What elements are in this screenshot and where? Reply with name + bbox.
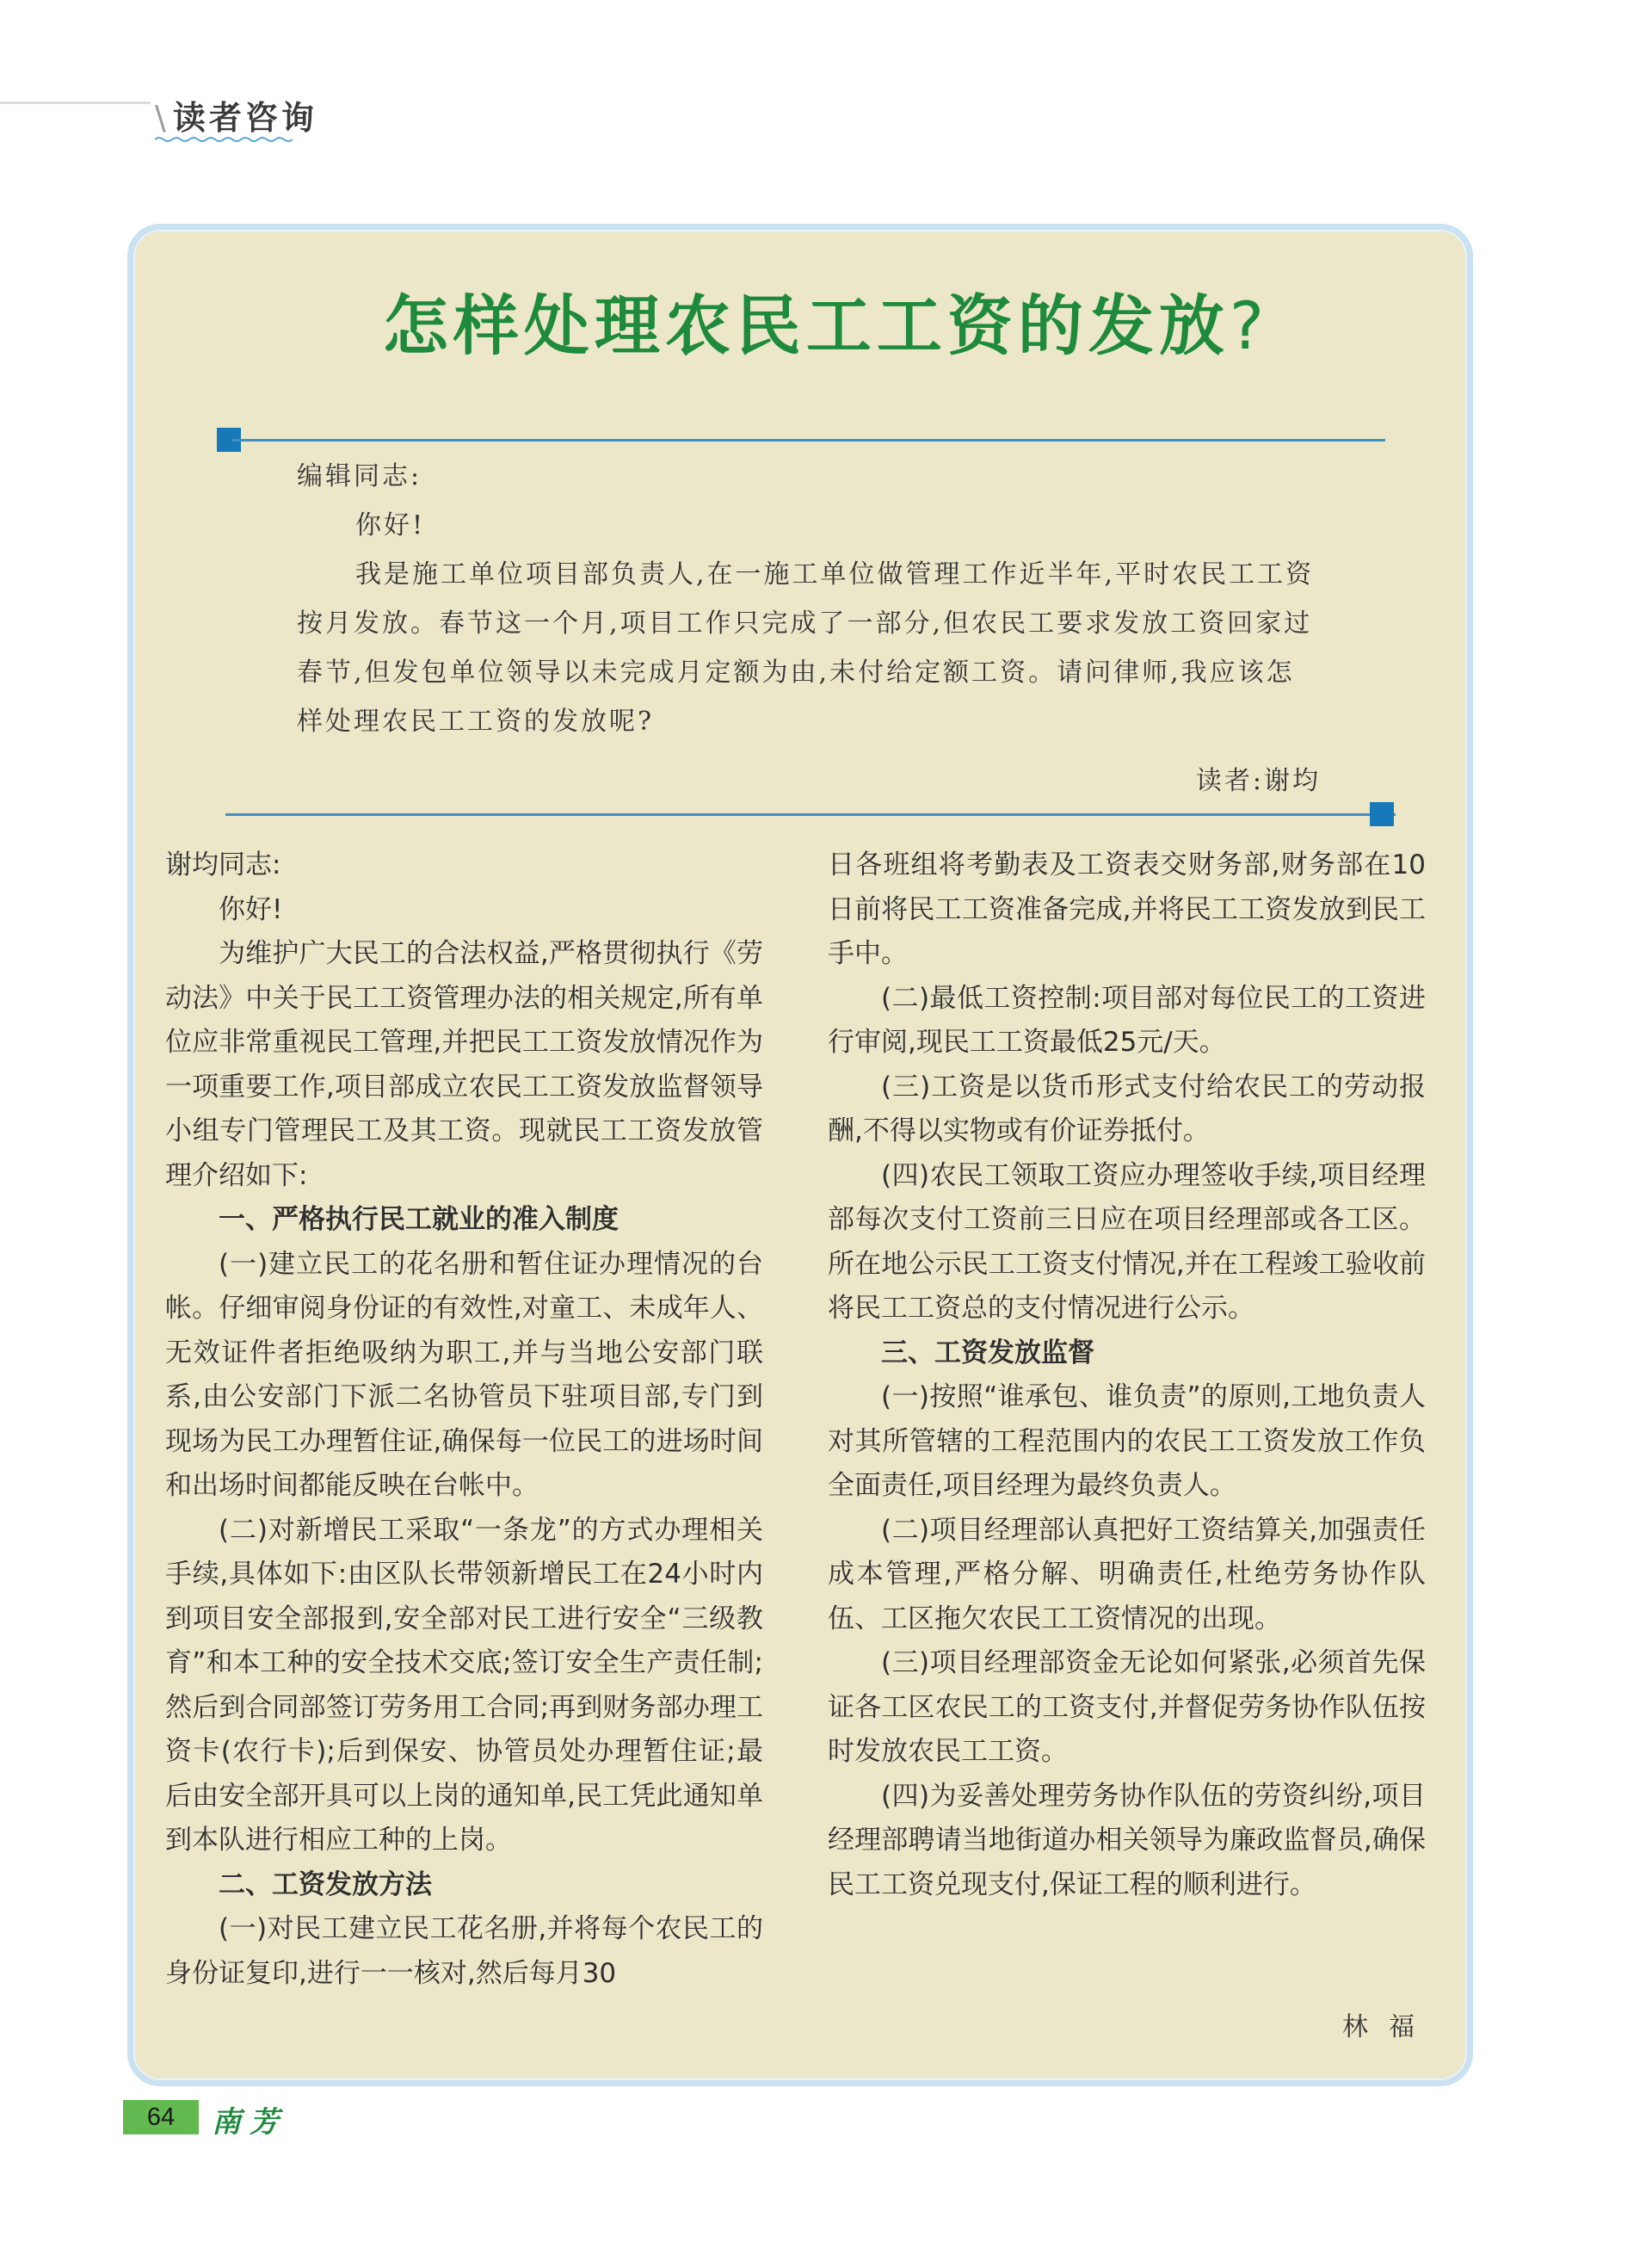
reply-paragraph: (四)为妥善处理劳务协作队伍的劳资纠纷,项目经理部聘请当地街道办相关领导为廉政监督员,确保民工工资兑现支付,保证工程的顺利进行。 xyxy=(828,1780,1426,1900)
letter-rule-square-bottom xyxy=(1370,802,1394,826)
letter-salutation: 编辑同志: xyxy=(297,461,422,491)
reply-paragraph: (一)建立民工的花名册和暂住证办理情况的台帐。仔细审阅身份证的有效性,对童工、未成年人、无效证件者拒绝吸纳为职工,并与当地公安部门联系,由公安部门下派二名协管员下驻项目部,专门到现场为民工办理暂住证,确保每一位民工的进场时间和出场时间都能反映在台帐中。 xyxy=(165,1248,763,1501)
reader-letter xyxy=(297,452,1321,806)
letter-body: 我是施工单位项目部负责人,在一施工单位做管理工作近半年,平时农民工工资按月发放。春节这一个月,项目工作只完成了一部分,但农民工要求发放工资回家过春节,但发包单位领导以未完成月定额为由,未付给定额工资。请问律师,我应该怎样处理农民工工资的发放呢? xyxy=(297,559,1315,737)
reply-column-left xyxy=(165,843,763,1996)
reply-paragraph: (二)对新增民工采取“一条龙”的方式办理相关手续,具体如下:由区队长带领新增民工在24小时内到项目安全部报到,安全部对民工进行安全“三级教育”和本工种的安全技术交底;签订安全生产责任制;然后到合同部签订劳务用工合同;再到财务部办理工资卡(农行卡);后到保安、协管员处办理暂住证;最后由安全部开具可以上岗的通知单,民工凭此通知单到本队进行相应工种的上岗。 xyxy=(165,1514,763,1856)
reply-heading: 一、严格执行民工就业的准入制度 xyxy=(219,1204,619,1235)
section-label-underline xyxy=(155,136,293,143)
reply-paragraph: (三)项目经理部资金无论如何紧张,必须首先保证各工区农民工的工资支付,并督促劳务协作队伍按时发放农民工工资。 xyxy=(828,1647,1426,1767)
reply-paragraph: 你好! xyxy=(219,893,283,925)
reply-paragraph: 为维护广大民工的合法权益,严格贯彻执行《劳动法》中关于民工工资管理办法的相关规定,所有单位应非常重视民工管理,并把民工工资发放情况作为一项重要工作,项目部成立农民工工资发放监督领导小组专门管理民工及其工资。现就民工工资发放管理介绍如下: xyxy=(165,938,763,1191)
article-title xyxy=(0,274,1652,367)
letter-greeting: 你好! xyxy=(355,510,426,540)
page-number: 64 xyxy=(123,2100,199,2134)
letter-signature: 读者:谢均 xyxy=(1195,766,1321,796)
reply-column-right xyxy=(828,843,1426,1907)
reply-paragraph: (四)农民工领取工资应办理签收手续,项目经理部每次支付工资前三日应在项目经理部或各工区。所在地公示民工工资支付情况,并在工程竣工验收前将民工工资总的支付情况进行公示。 xyxy=(828,1159,1426,1324)
reply-paragraph: (一)按照“谁承包、谁负责”的原则,工地负责人对其所管辖的工程范围内的农民工工资发放工作负全面责任,项目经理为最终负责人。 xyxy=(828,1381,1426,1501)
reply-paragraph: (一)对民工建立民工花名册,并将每个农民工的身份证复印,进行一一核对,然后每月30 xyxy=(165,1913,763,1989)
letter-rule-bottom xyxy=(225,813,1396,816)
reply-paragraph: (二)项目经理部认真把好工资结算关,加强责任成本管理,严格分解、明确责任,杜绝劳务协作队伍、工区拖欠农民工工资情况的出现。 xyxy=(828,1514,1426,1634)
journal-name: 南芳 xyxy=(212,2105,287,2140)
reply-paragraph: 日各班组将考勤表及工资表交财务部,财务部在10日前将民工工资准备完成,并将民工工资发放到民工手中。 xyxy=(828,849,1426,969)
reply-heading: 二、工资发放方法 xyxy=(219,1868,432,1900)
header-rule xyxy=(0,102,151,104)
reply-paragraph: 谢均同志: xyxy=(165,849,281,880)
article-title-text: 怎样处理农民工工资的发放 xyxy=(382,287,1230,364)
reply-paragraph: (三)工资是以货币形式支付给农民工的劳动报酬,不得以实物或有价证券抵付。 xyxy=(828,1071,1426,1146)
section-label: \ 读者咨询 xyxy=(155,99,317,137)
reply-author: 林福 xyxy=(1342,2012,1435,2042)
section-label-text: 读者咨询 xyxy=(172,99,317,137)
article-title-mark: ? xyxy=(1229,287,1270,364)
reply-heading: 三、工资发放监督 xyxy=(881,1337,1094,1368)
letter-rule-top xyxy=(232,439,1385,442)
reply-paragraph: (二)最低工资控制:项目部对每位民工的工资进行审阅,现民工工资最低25元/天。 xyxy=(828,982,1426,1058)
